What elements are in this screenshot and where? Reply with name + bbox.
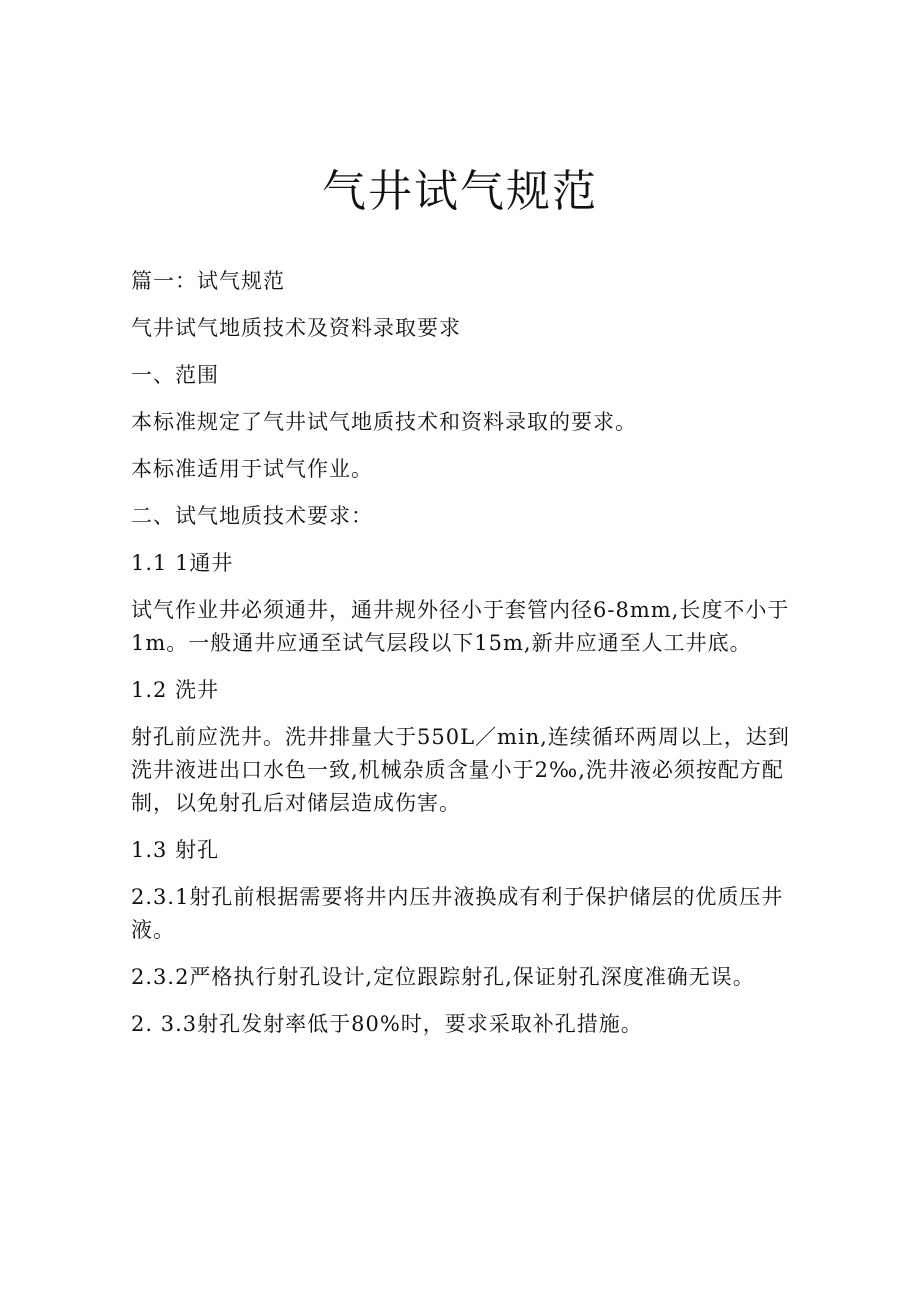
paragraph: 本标准规定了气井试气地质技术和资料录取的要求。 — [131, 410, 637, 434]
clause-heading: 1.3 射孔 — [131, 838, 220, 862]
section-heading: 二、试气地质技术要求： — [131, 504, 373, 528]
paragraph: 本标准适用于试气作业。 — [131, 457, 373, 481]
paragraph: 2.3.1射孔前根据需要将井内压井液换成有利于保护储层的优质压井液。 — [131, 885, 784, 942]
document-title: 气井试气规范 — [322, 166, 598, 217]
section-heading: 一、范围 — [131, 363, 219, 387]
paragraph: 试气作业井必须通井，通井规外径小于套管内径6-8mm,长度不小于1m。一般通井应通至试气层段以下15m,新井应通至人工井底。 — [131, 598, 790, 655]
clause-heading: 1.1 1通井 — [131, 551, 234, 575]
document-body — [131, 265, 791, 1055]
paragraph: 2. 3.3射孔发射率低于80%时，要求采取补孔措施。 — [131, 1012, 643, 1036]
clause-heading: 1.2 洗井 — [131, 678, 220, 702]
subtitle: 气井试气地质技术及资料录取要求 — [131, 316, 461, 340]
paragraph: 2.3.2严格执行射孔设计,定位跟踪射孔,保证射孔深度准确无误。 — [131, 965, 755, 989]
section-heading: 篇一：试气规范 — [131, 269, 285, 293]
paragraph: 射孔前应洗井。洗井排量大于550L／min,连续循环两周以上，达到洗井液进出口水色一致,机械杂质含量小于2‰,洗井液必须按配方配制，以免射孔后对储层造成伤害。 — [131, 725, 790, 815]
